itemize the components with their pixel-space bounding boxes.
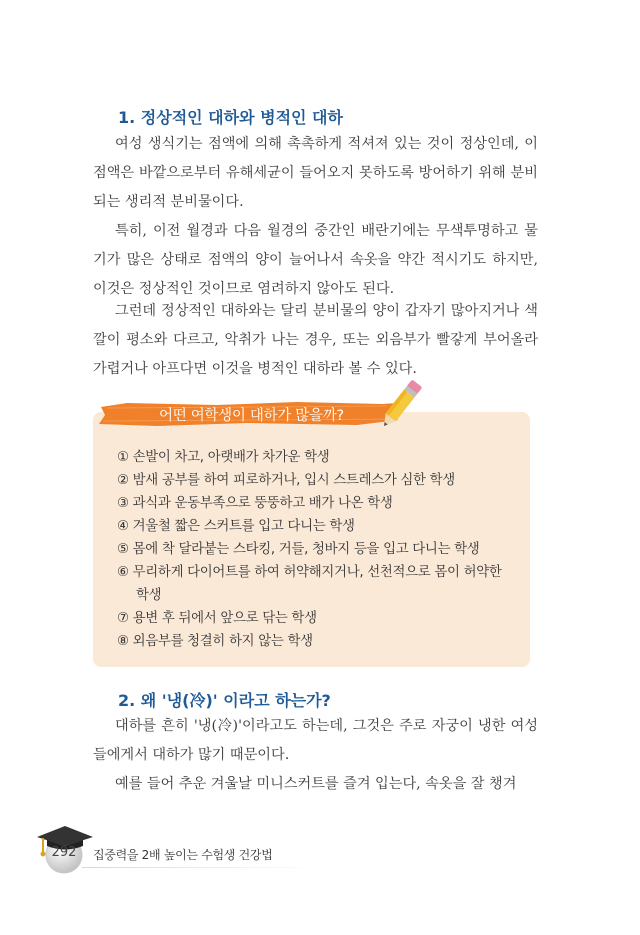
body-paragraph: 특히, 이전 월경과 다음 월경의 중간인 배란기에는 무색투명하고 물기가 많은 상태로 점액의 양이 늘어나서 속옷을 약간 적시기도 하지만, 이것은 정상적인 것이므로 염려하지 않아도 된다. <box>93 223 538 297</box>
list-item: ⑤ 몸에 착 달라붙는 스타킹, 거들, 청바지 등을 입고 다니는 학생 <box>117 542 480 557</box>
body-paragraph: 그런데 정상적인 대하와는 달리 분비물의 양이 갑자기 많아지거나 색깔이 평소와 다르고, 악취가 나는 경우, 또는 외음부가 빨갛게 부어올라 가렵거나 아프다면 이것을 병적인 대하라 볼 수 있다. <box>93 303 538 377</box>
tip-title: 어떤 여학생이 대하가 많을까? <box>159 408 344 424</box>
list-item: ⑦ 용변 후 뒤에서 앞으로 닦는 학생 <box>117 611 317 626</box>
body-paragraph: 예를 들어 추운 겨울날 미니스커트를 즐겨 입는다, 속옷을 잘 챙겨 <box>115 776 517 792</box>
section-heading-2: 2. 왜 '냉(冷)' 이라고 하는가? <box>118 691 331 710</box>
footer-divider <box>82 867 322 868</box>
list-item: ② 밤새 공부를 하여 피로하거나, 입시 스트레스가 심한 학생 <box>117 473 455 488</box>
tip-banner <box>97 400 399 428</box>
list-item: ④ 겨울철 짧은 스커트를 입고 다니는 학생 <box>117 519 355 534</box>
pencil-icon <box>378 376 424 438</box>
page-number: 292 <box>51 845 77 860</box>
body-paragraph: 여성 생식기는 점액에 의해 촉촉하게 적셔져 있는 것이 정상인데, 이 점액은 바깥으로부터 유해세균이 들어오지 못하도록 방어하기 위해 분비되는 생리적 분비물이다. <box>93 136 538 210</box>
book-title: 집중력을 2배 높이는 수험생 건강법 <box>93 848 273 862</box>
list-item: ⑥ 무리하게 다이어트를 하여 허약해지거나, 선천적으로 몸이 허약한 학생 <box>117 565 502 603</box>
tip-list <box>117 446 517 653</box>
list-item: ⑧ 외음부를 청결히 하지 않는 학생 <box>117 634 313 649</box>
list-item: ③ 과식과 운동부족으로 뚱뚱하고 배가 나온 학생 <box>117 496 393 511</box>
list-item: ① 손발이 차고, 아랫배가 차가운 학생 <box>117 450 330 465</box>
body-paragraph: 대하를 흔히 '냉(冷)'이라고도 하는데, 그것은 주로 자궁이 냉한 여성들에게서 대하가 많기 때문이다. <box>93 718 538 763</box>
section-heading-1: 1. 정상적인 대하와 병적인 대하 <box>118 108 343 127</box>
